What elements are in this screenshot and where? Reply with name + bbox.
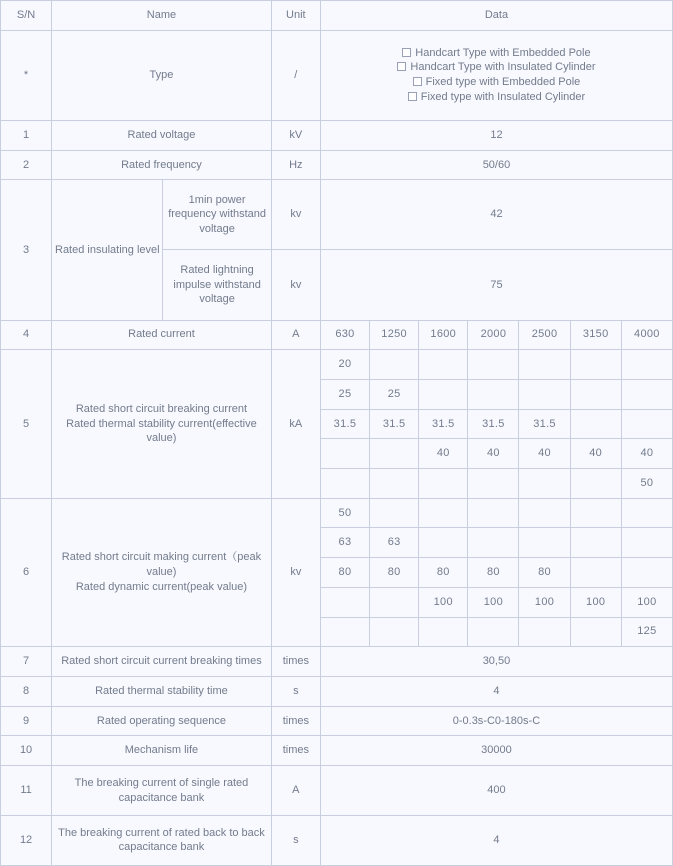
row-name: The breaking current of single rated capacitance bank (52, 766, 272, 816)
matrix-cell: 40 (570, 439, 621, 469)
row-unit: / (271, 30, 320, 120)
row-name: Type (52, 30, 272, 120)
matrix-cell (370, 617, 419, 647)
row-unit: A (271, 320, 320, 350)
row-name: Rated short circuit current breaking times (52, 647, 272, 677)
row-value: 42 (320, 180, 672, 250)
row-name: Mechanism life (52, 736, 272, 766)
matrix-cell: 100 (468, 587, 519, 617)
table-header-row (1, 1, 673, 31)
row-name: Rated voltage (52, 120, 272, 150)
type-option-label: Fixed type with Insulated Cylinder (420, 91, 586, 104)
matrix-cell (468, 379, 519, 409)
matrix-cell: 40 (519, 439, 570, 469)
row-name: Rated thermal stability time (52, 676, 272, 706)
matrix-cell (519, 498, 570, 528)
table-row-rated-current (1, 320, 673, 350)
header-sn: S/N (1, 1, 52, 31)
matrix-cell (570, 409, 621, 439)
matrix-cell (419, 498, 468, 528)
matrix-cell (468, 469, 519, 499)
matrix-cell: 80 (419, 558, 468, 588)
matrix-cell (621, 350, 672, 380)
row-value: 4 (320, 815, 672, 865)
matrix-cell: 63 (370, 528, 419, 558)
matrix-cell: 25 (320, 379, 369, 409)
matrix-cell (519, 617, 570, 647)
row-sn: 3 (1, 180, 52, 320)
matrix-cell (621, 379, 672, 409)
row-value: 30,50 (320, 647, 672, 677)
matrix-cell (621, 528, 672, 558)
row-unit: kv (271, 498, 320, 647)
matrix-cell: 100 (419, 587, 468, 617)
row-unit: Hz (271, 150, 320, 180)
matrix-cell (570, 558, 621, 588)
matrix-cell: 100 (621, 587, 672, 617)
matrix-cell (419, 379, 468, 409)
row-name (52, 498, 272, 647)
matrix-cell: 31.5 (320, 409, 369, 439)
rated-current-value: 2000 (468, 320, 519, 350)
row-sn: 1 (1, 120, 52, 150)
table-row (1, 150, 673, 180)
type-option-label: Handcart Type with Insulated Cylinder (410, 61, 596, 74)
table-row (1, 736, 673, 766)
matrix-cell: 80 (468, 558, 519, 588)
row-unit: times (271, 647, 320, 677)
row-name: The breaking current of rated back to back capacitance bank (52, 815, 272, 865)
header-unit: Unit (271, 1, 320, 31)
rated-current-value: 1600 (419, 320, 468, 350)
row-name: Rated frequency (52, 150, 272, 180)
row-name-line1: Rated short circuit breaking current (75, 402, 248, 415)
row-sn: 5 (1, 350, 52, 499)
table-row-type (1, 30, 673, 120)
matrix-cell (621, 558, 672, 588)
checkbox-icon[interactable] (413, 77, 422, 86)
matrix-cell (320, 469, 369, 499)
matrix-cell (468, 617, 519, 647)
type-options (320, 30, 672, 120)
checkbox-icon[interactable] (397, 62, 406, 71)
row-subname: 1min power frequency withstand voltage (163, 180, 271, 250)
type-option-label: Handcart Type with Embedded Pole (415, 46, 591, 59)
row-name: Rated current (52, 320, 272, 350)
row-name-line2: Rated thermal stability current(effective value) (66, 417, 257, 445)
type-option-3[interactable] (323, 75, 670, 90)
matrix-cell (570, 469, 621, 499)
row-name-line2: Rated dynamic current(peak value) (75, 580, 248, 593)
row-name (52, 350, 272, 499)
row-sn: 6 (1, 498, 52, 647)
matrix-cell (519, 528, 570, 558)
row-sn: 10 (1, 736, 52, 766)
header-data: Data (320, 1, 672, 31)
row-unit: s (271, 815, 320, 865)
table-row (1, 676, 673, 706)
table-row (1, 815, 673, 865)
row-sn: 9 (1, 706, 52, 736)
row-sn: 7 (1, 647, 52, 677)
matrix-cell (621, 409, 672, 439)
row-unit: A (271, 766, 320, 816)
matrix-cell: 100 (519, 587, 570, 617)
matrix-cell (468, 498, 519, 528)
table-row (1, 706, 673, 736)
matrix-cell: 50 (320, 498, 369, 528)
matrix-cell (519, 350, 570, 380)
row-name: Rated operating sequence (52, 706, 272, 736)
matrix-cell (419, 350, 468, 380)
matrix-cell: 100 (570, 587, 621, 617)
checkbox-icon[interactable] (408, 92, 417, 101)
row-value: 75 (320, 250, 672, 320)
matrix-cell: 31.5 (419, 409, 468, 439)
rated-current-value: 2500 (519, 320, 570, 350)
matrix-cell: 31.5 (370, 409, 419, 439)
rated-current-value: 630 (320, 320, 369, 350)
matrix-cell (468, 528, 519, 558)
rated-current-value: 4000 (621, 320, 672, 350)
matrix-cell (419, 469, 468, 499)
table-row (1, 120, 673, 150)
type-option-1[interactable] (323, 46, 670, 61)
matrix-cell: 31.5 (468, 409, 519, 439)
row-unit: kV (271, 120, 320, 150)
row-unit: kv (271, 180, 320, 250)
row-sn: 4 (1, 320, 52, 350)
row-subname: Rated lightning impulse withstand voltage (163, 250, 271, 320)
matrix-cell (419, 617, 468, 647)
table-row-breaking-1 (1, 350, 673, 380)
rated-current-value: 1250 (370, 320, 419, 350)
table-row-insulating-1 (1, 180, 673, 250)
matrix-cell: 40 (468, 439, 519, 469)
matrix-cell: 40 (419, 439, 468, 469)
matrix-cell: 31.5 (519, 409, 570, 439)
matrix-cell (370, 498, 419, 528)
row-sn: * (1, 30, 52, 120)
matrix-cell: 63 (320, 528, 369, 558)
matrix-cell (370, 587, 419, 617)
matrix-cell: 80 (519, 558, 570, 588)
matrix-cell (621, 498, 672, 528)
row-unit: times (271, 706, 320, 736)
matrix-cell: 40 (621, 439, 672, 469)
matrix-cell (519, 379, 570, 409)
matrix-cell (468, 350, 519, 380)
table-row (1, 766, 673, 816)
matrix-cell (570, 528, 621, 558)
type-option-2[interactable] (323, 60, 670, 75)
matrix-cell (519, 469, 570, 499)
matrix-cell: 125 (621, 617, 672, 647)
matrix-cell (570, 350, 621, 380)
rated-current-value: 3150 (570, 320, 621, 350)
row-value: 12 (320, 120, 672, 150)
matrix-cell: 20 (320, 350, 369, 380)
matrix-cell (570, 617, 621, 647)
matrix-cell (370, 439, 419, 469)
row-sn: 8 (1, 676, 52, 706)
matrix-cell: 50 (621, 469, 672, 499)
matrix-cell: 80 (320, 558, 369, 588)
matrix-cell (320, 587, 369, 617)
checkbox-icon[interactable] (402, 48, 411, 57)
matrix-cell (419, 528, 468, 558)
row-name-line1: Rated short circuit making current（peak value) (61, 551, 262, 579)
row-sn: 12 (1, 815, 52, 865)
header-name: Name (52, 1, 272, 31)
matrix-cell: 80 (370, 558, 419, 588)
row-unit: kv (271, 250, 320, 320)
row-value: 50/60 (320, 150, 672, 180)
row-sn: 11 (1, 766, 52, 816)
matrix-cell (320, 439, 369, 469)
table-row-making-1 (1, 498, 673, 528)
row-value: 400 (320, 766, 672, 816)
row-name: Rated insulating level (52, 180, 163, 320)
type-option-label: Fixed type with Embedded Pole (425, 76, 581, 89)
row-value: 0-0.3s-C0-180s-C (320, 706, 672, 736)
row-value: 4 (320, 676, 672, 706)
table-row (1, 647, 673, 677)
matrix-cell (570, 498, 621, 528)
row-value: 30000 (320, 736, 672, 766)
row-unit: s (271, 676, 320, 706)
matrix-cell (370, 350, 419, 380)
row-unit: times (271, 736, 320, 766)
row-unit: kA (271, 350, 320, 499)
row-sn: 2 (1, 150, 52, 180)
matrix-cell (320, 617, 369, 647)
type-option-4[interactable] (323, 90, 670, 105)
matrix-cell: 25 (370, 379, 419, 409)
matrix-cell (570, 379, 621, 409)
matrix-cell (370, 469, 419, 499)
